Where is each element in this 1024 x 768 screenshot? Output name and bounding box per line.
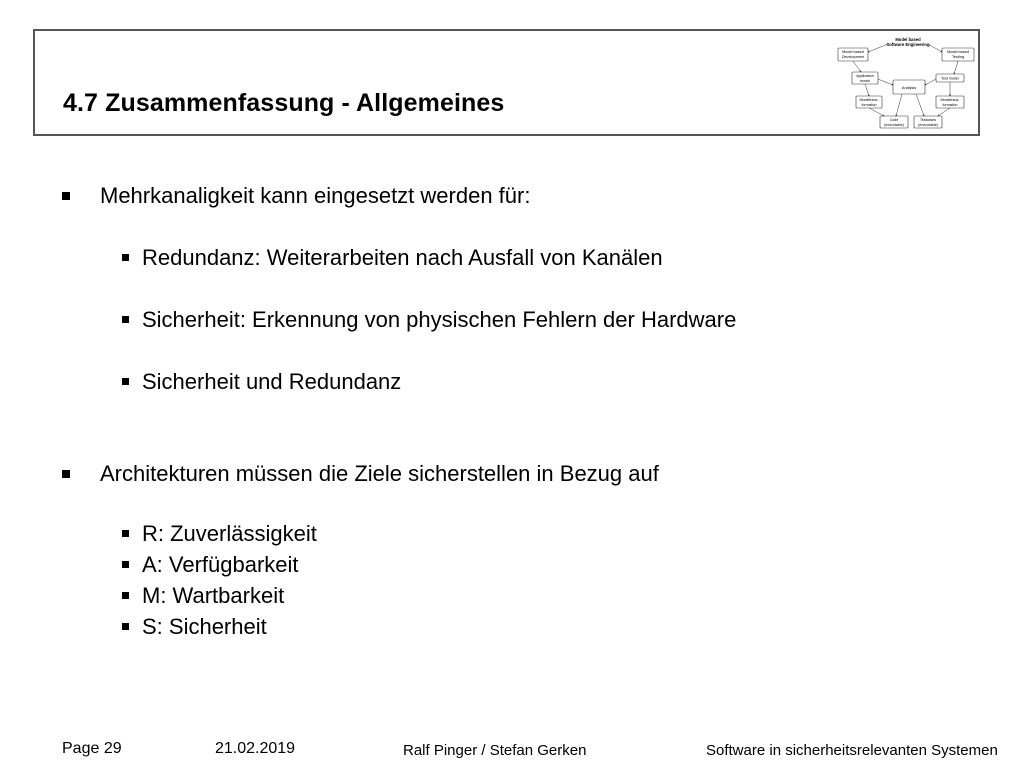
diagram-testcases-label-2: (executable) — [918, 123, 938, 127]
diagram-trans-left-label-1: Modeltrans- — [859, 98, 879, 102]
subbullet-text: S: Sicherheit — [142, 614, 267, 639]
footer-page-number: Page 29 — [62, 740, 122, 757]
subbullet-text: M: Wartbarkeit — [142, 583, 285, 608]
diagram-mbt-label-2: Testing — [951, 55, 965, 59]
bullet-mehrkanaligkeit — [100, 183, 530, 209]
footer-authors: Ralf Pinger / Stefan Gerken — [403, 742, 587, 759]
diagram-trans-left-label-2: formation — [861, 103, 877, 107]
subbullet-s — [142, 614, 267, 640]
square-bullet-icon — [122, 530, 129, 537]
diagram-test-model-label: Test model — [941, 76, 959, 81]
subbullet-sicherheit-redundanz — [142, 369, 401, 395]
square-bullet-icon — [122, 623, 129, 630]
square-bullet-icon — [122, 316, 129, 323]
diagram-code-label-2: (executable) — [884, 123, 904, 127]
subbullet-text: Sicherheit und Redundanz — [142, 369, 402, 394]
diagram-app-model-label-1: Application — [856, 74, 874, 78]
slide-title: 4.7 Zusammenfassung - Allgemeines — [63, 89, 505, 117]
square-bullet-icon — [122, 561, 129, 568]
diagram-app-model-label-2: model — [860, 79, 870, 83]
subbullet-r — [142, 521, 317, 547]
diagram-top-label-1: Model based — [895, 37, 921, 42]
subbullet-sicherheit-erkennung — [142, 307, 736, 333]
diagram-mbt-label-1: Model based — [947, 50, 969, 54]
subbullet-text: A: Verfügbarkeit — [142, 552, 299, 577]
diagram-trans-right-label-1: Modeltrans- — [940, 98, 960, 102]
square-bullet-icon — [122, 592, 129, 599]
diagram-testcases-label-1: Testcases — [920, 118, 936, 122]
diagram-mbd-label-1: Model based — [842, 50, 864, 54]
subbullet-m — [142, 583, 284, 609]
subbullet-text: Redundanz: Weiterarbeiten nach Ausfall von Kanälen — [142, 245, 663, 270]
subbullet-text: Sicherheit: Erkennung von physischen Fehlern der Hardware — [142, 307, 737, 332]
square-bullet-icon — [122, 254, 129, 261]
bullet-architekturen — [100, 461, 659, 487]
footer-course: Software in sicherheitsrelevanten Systemen — [706, 742, 998, 759]
bullet-text: Architekturen müssen die Ziele sicherstellen in Bezug auf — [100, 461, 659, 486]
square-bullet-icon — [62, 192, 70, 200]
subbullet-text: R: Zuverlässigkeit — [142, 521, 317, 546]
diagram-mbd-label-2: Development — [841, 55, 865, 59]
square-bullet-icon — [122, 378, 129, 385]
bullet-text: Mehrkanaligkeit kann eingesetzt werden für: — [100, 183, 531, 208]
subbullet-a — [142, 552, 299, 578]
subbullet-redundanz — [142, 245, 663, 271]
diagram-trans-right-label-2: formation — [942, 103, 958, 107]
footer-date: 21.02.2019 — [215, 740, 296, 757]
diagram-code-label-1: Code — [889, 118, 899, 122]
diagram-top-label-2: Software Engineering — [886, 42, 930, 47]
square-bullet-icon — [62, 470, 70, 478]
diagram-analysis-label: Analysis — [901, 86, 917, 90]
